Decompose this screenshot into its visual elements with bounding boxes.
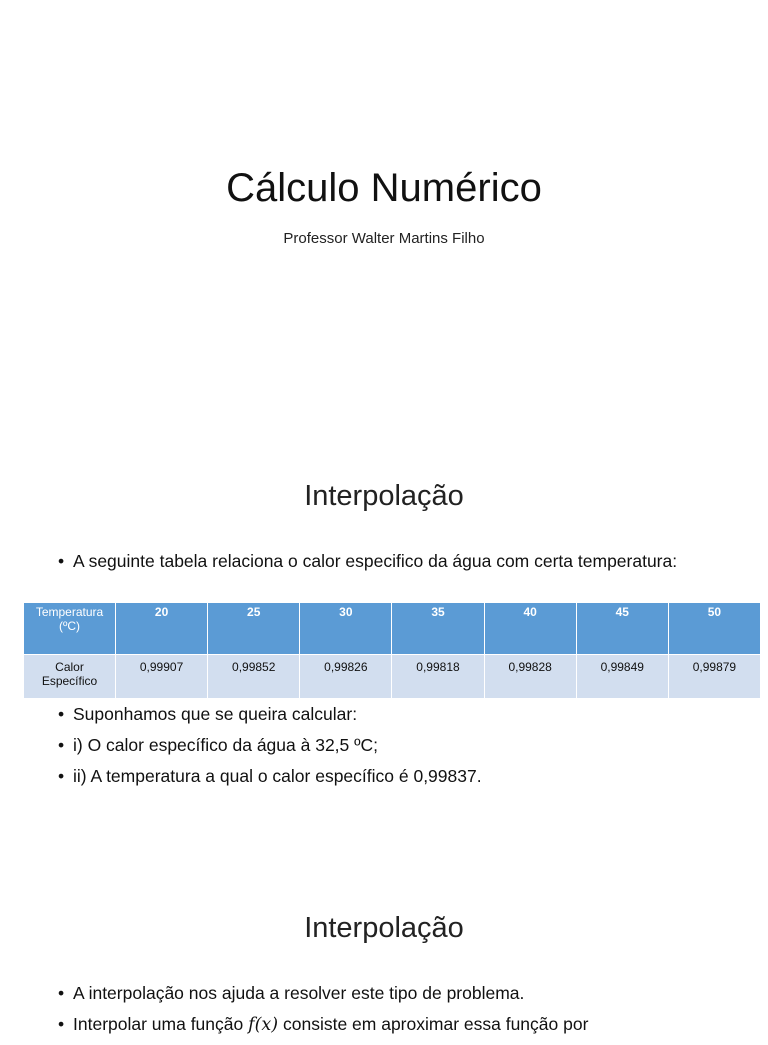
presentation-title: Cálculo Numérico — [226, 166, 542, 210]
temperature-cell: 50 — [668, 603, 760, 655]
table-row — [24, 655, 761, 699]
temperature-cell: 45 — [576, 603, 668, 655]
specific-heat-table — [23, 602, 761, 699]
bullet-text: Interpolar uma função — [73, 1014, 249, 1034]
value-cell: 0,99852 — [208, 655, 300, 699]
temperature-cell: 40 — [484, 603, 576, 655]
value-cell: 0,99828 — [484, 655, 576, 699]
header-label-cell: Temperatura (ºC) — [24, 603, 116, 655]
value-cell: 0,99879 — [668, 655, 760, 699]
bullet-item: • i) O calor específico da água à 32,5 ºC; — [58, 734, 710, 756]
presentation-subtitle: Professor Walter Martins Filho — [283, 230, 485, 247]
slide-title: Interpolação — [304, 912, 464, 944]
question-bullet-list — [58, 703, 710, 796]
math-expression: f(x) — [248, 1015, 279, 1035]
temperature-cell: 25 — [208, 603, 300, 655]
title-slide — [0, 0, 768, 432]
value-cell: 0,99818 — [392, 655, 484, 699]
value-cell: 0,99849 — [576, 655, 668, 699]
intro-bullet-list — [58, 550, 710, 581]
table-header-row — [24, 603, 761, 655]
value-cell: 0,99907 — [116, 655, 208, 699]
bullet-item — [58, 1013, 710, 1036]
temperature-cell: 35 — [392, 603, 484, 655]
slide-title: Interpolação — [304, 480, 464, 512]
intro-bullet: • A seguinte tabela relaciona o calor especifico da água com certa temperatura: — [58, 550, 710, 572]
temperature-cell: 20 — [116, 603, 208, 655]
interpolation-definition-slide — [0, 864, 768, 1035]
value-cell: 0,99826 — [300, 655, 392, 699]
row-label-cell: Calor Específico — [24, 655, 116, 699]
temperature-cell: 30 — [300, 603, 392, 655]
bullet-item: • ii) A temperatura a qual o calor específico é 0,99837. — [58, 765, 710, 787]
definition-bullet-list — [58, 982, 710, 1045]
interpolation-table-slide — [0, 432, 768, 864]
bullet-text: consiste em aproximar essa função por — [278, 1014, 589, 1034]
bullet-item: • A interpolação nos ajuda a resolver este tipo de problema. — [58, 982, 710, 1004]
bullet-item: • Suponhamos que se queira calcular: — [58, 703, 710, 725]
